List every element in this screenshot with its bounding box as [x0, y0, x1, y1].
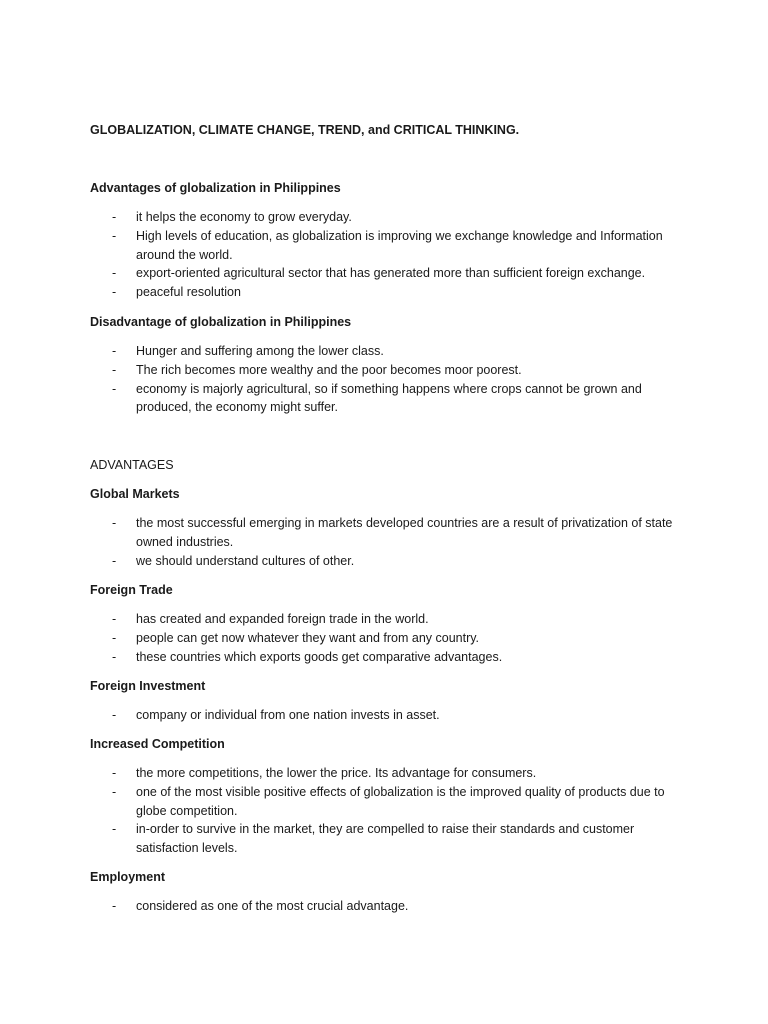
bullet-dash: -	[112, 516, 117, 530]
bullet-dash: -	[112, 344, 117, 358]
bullet-dash: -	[112, 381, 117, 396]
list-item: - economy is majorly agricultural, so if something happens where crops cannot be grown and produced, the economy might suffer.	[112, 381, 642, 415]
bullet-list-foreign-investment	[0, 706, 768, 725]
bullet-list-increased-competition	[0, 764, 768, 858]
bullet-list-global-markets	[0, 514, 768, 570]
list-item: - it helps the economy to grow everyday.	[0, 208, 676, 227]
bullet-list-foreign-trade	[0, 610, 768, 666]
list-item: - Hunger and suffering among the lower class.	[0, 342, 676, 361]
bullet-dash: -	[112, 766, 117, 780]
advantages-label: ADVANTAGES	[90, 458, 174, 472]
list-item: - one of the most visible positive effects of globalization is the improved quality of products due to globe competition.	[112, 784, 665, 818]
list-item: - The rich becomes more wealthy and the poor becomes moor poorest.	[0, 361, 676, 380]
bullet-list-employment	[0, 897, 768, 916]
subheading-foreign-investment: Foreign Investment	[90, 679, 206, 693]
list-item: - these countries which exports goods get comparative advantages.	[0, 648, 676, 667]
list-item: - has created and expanded foreign trade in the world.	[0, 610, 676, 629]
subheading-global-markets: Global Markets	[90, 487, 180, 501]
list-item: - company or individual from one nation invests in asset.	[0, 706, 676, 725]
list-item: - people can get now whatever they want and from any country.	[0, 629, 676, 648]
bullet-dash: -	[112, 630, 117, 645]
bullet-dash: -	[112, 228, 117, 243]
section-heading-advantages-ph: Advantages of globalization in Philippines	[90, 181, 341, 195]
subheading-increased-competition: Increased Competition	[90, 737, 225, 751]
list-item: - High levels of education, as globalization is improving we exchange knowledge and Information around the world.	[112, 228, 663, 262]
list-item: - considered as one of the most crucial advantage.	[0, 897, 676, 916]
bullet-dash: -	[112, 285, 117, 300]
bullet-list-disadvantage-ph	[0, 342, 768, 417]
list-item: - peaceful resolution	[0, 283, 676, 302]
bullet-dash: -	[112, 612, 117, 626]
document-title: GLOBALIZATION, CLIMATE CHANGE, TREND, and CRITICAL THINKING.	[90, 123, 520, 137]
list-item: - we should understand cultures of other.	[0, 552, 676, 571]
list-item: - in-order to survive in the market, they are compelled to raise their standards and customer satisfaction levels.	[112, 822, 635, 856]
bullet-dash: -	[112, 708, 117, 722]
subheading-employment: Employment	[90, 870, 166, 884]
bullet-dash: -	[112, 362, 117, 377]
list-item: - the most successful emerging in markets developed countries are a result of privatization of state owned industries.	[112, 516, 673, 549]
bullet-dash: -	[112, 210, 117, 224]
subheading-foreign-trade: Foreign Trade	[90, 583, 173, 597]
bullet-dash: -	[112, 784, 117, 799]
bullet-dash: -	[112, 266, 117, 281]
list-item: - export-oriented agricultural sector that has generated more than sufficient foreign exchange.	[0, 264, 676, 283]
section-heading-disadvantage-ph: Disadvantage of globalization in Philippines	[90, 315, 352, 329]
bullet-dash: -	[112, 822, 117, 837]
bullet-dash: -	[112, 649, 117, 664]
bullet-list-advantages-ph	[0, 208, 768, 302]
bullet-dash: -	[112, 553, 117, 568]
list-item: - the more competitions, the lower the price. Its advantage for consumers.	[0, 764, 676, 783]
bullet-dash: -	[112, 899, 117, 913]
